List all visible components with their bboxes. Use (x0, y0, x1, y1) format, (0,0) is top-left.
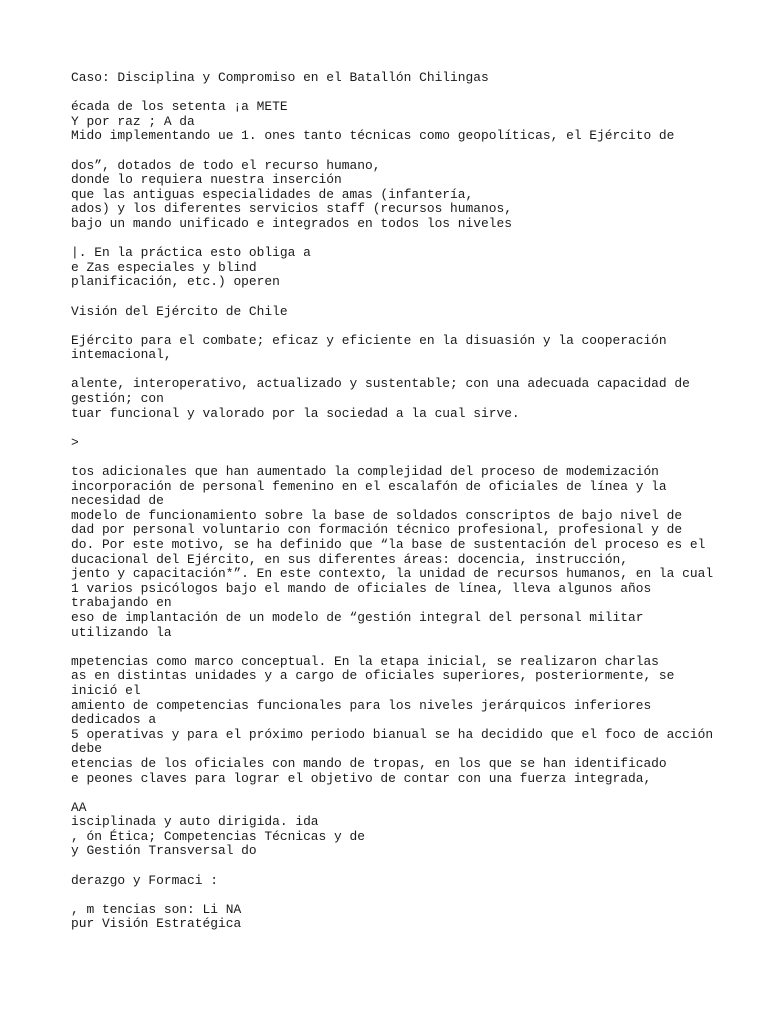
text-line: utilizando la (71, 624, 172, 640)
text-line: tuar funcional y valorado por la sociedad a la cual sirve. (71, 405, 520, 421)
document-body (71, 86, 731, 932)
text-line: e peones claves para lograr el objetivo de contar con una fuerza integrada, (71, 770, 652, 786)
text-line: mpetencias como marco conceptual. En la etapa inicial, se realizaron charlas (71, 653, 659, 669)
text-line: Mido implementando ue 1. ones tanto técnicas como geopolíticas, el Ejército de (71, 128, 675, 144)
paragraph (71, 305, 731, 320)
text-line: |. En la práctica esto obliga a (71, 245, 311, 261)
text-line: AA (71, 799, 87, 815)
paragraph (71, 874, 731, 889)
text-line: intemacional, (71, 347, 172, 363)
text-line: incorporación de personal femenino en el escalafón de oficiales de línea y la (71, 478, 667, 494)
paragraph-spacer (71, 144, 731, 159)
paragraph-spacer (71, 786, 731, 801)
paragraph-spacer (71, 421, 731, 436)
text-line: Ejército para el combate; eficaz y eficiente en la disuasión y la cooperación (71, 332, 667, 348)
text-line: y Gestión Transversal do (71, 843, 257, 859)
text-line: inició el (71, 682, 141, 698)
text-line: modelo de funcionamiento sobre la base de soldados conscriptos de bajo nivel de (71, 507, 683, 523)
text-line: planificación, etc.) operen (71, 274, 280, 290)
text-line: debe (71, 741, 102, 757)
text-line: ducacional del Ejército, en sus diferentes áreas: docencia, instrucción, (71, 551, 628, 567)
paragraph-spacer (71, 319, 731, 334)
text-line: > (71, 434, 79, 450)
text-line: écada de los setenta ¡a METE (71, 99, 288, 115)
text-line: isciplinada y auto dirigida. ida (71, 814, 319, 830)
text-line: derazgo y Formaci : (71, 872, 218, 888)
text-line: jento y capacitación*”. En este contexto, la unidad de recursos humanos, en la cual (71, 566, 714, 582)
paragraph-spacer (71, 859, 731, 874)
paragraph (71, 159, 731, 232)
text-line: gestión; con (71, 391, 164, 407)
paragraph (71, 377, 731, 421)
text-line: dedicados a (71, 712, 157, 728)
paragraph (71, 334, 731, 363)
text-line: necesidad de (71, 493, 164, 509)
text-line: Y por raz ; A da (71, 113, 195, 129)
paragraph-spacer (71, 640, 731, 655)
text-line: dad por personal voluntario con formación técnico profesional, profesional y de (71, 522, 683, 538)
paragraph-spacer (71, 232, 731, 247)
paragraph-spacer (71, 450, 731, 465)
text-line: que las antiguas especialidades de amas (infantería, (71, 186, 474, 202)
text-line: dos”, dotados de todo el recurso humano, (71, 157, 381, 173)
text-line: as en distintas unidades y a cargo de oficiales superiores, posteriormente, se (71, 668, 675, 684)
text-line: ados) y los diferentes servicios staff (recursos humanos, (71, 201, 512, 217)
text-line: 1 varios psicólogos bajo el mando de oficiales de línea, lleva algunos años (71, 580, 652, 596)
paragraph (71, 801, 731, 859)
text-line: trabajando en (71, 595, 172, 611)
text-line: , m tencias son: Li NA (71, 901, 242, 917)
text-line: donde lo requiera nuestra inserción (71, 172, 342, 188)
paragraph (71, 465, 731, 640)
document-page (71, 71, 731, 932)
text-line: tos adicionales que han aumentado la complejidad del proceso de modemización (71, 464, 659, 480)
text-line: do. Por este motivo, se ha definido que “la base de sustentación del proceso es el (71, 537, 706, 552)
text-line: Visión del Ejército de Chile (71, 303, 288, 319)
text-line: 5 operativas y para el próximo periodo bianual se ha decidido que el foco de acción (71, 726, 714, 742)
paragraph-spacer (71, 290, 731, 305)
paragraph-spacer (71, 363, 731, 378)
paragraph-spacer (71, 888, 731, 903)
text-line: eso de implantación de un modelo de “gestión integral del personal militar (71, 609, 644, 625)
text-line: e Zas especiales y blind (71, 259, 257, 275)
paragraph (71, 655, 731, 786)
paragraph-spacer (71, 86, 731, 101)
text-line: amiento de competencias funcionales para los niveles jerárquicos inferiores (71, 697, 652, 713)
text-line: bajo un mando unificado e integrados en todos los niveles (71, 215, 512, 231)
text-line: alente, interoperativo, actualizado y sustentable; con una adecuada capacidad de (71, 376, 690, 392)
paragraph (71, 100, 731, 144)
paragraph (71, 903, 731, 932)
text-line: etencias de los oficiales con mando de tropas, en los que se han identificado (71, 755, 667, 771)
text-line: pur Visión Estratégica (71, 916, 242, 932)
paragraph (71, 436, 731, 451)
text-line: , ón Ética; Competencias Técnicas y de (71, 828, 365, 844)
paragraph (71, 246, 731, 290)
document-title: Caso: Disciplina y Compromiso en el Batallón Chilingas (71, 70, 489, 85)
